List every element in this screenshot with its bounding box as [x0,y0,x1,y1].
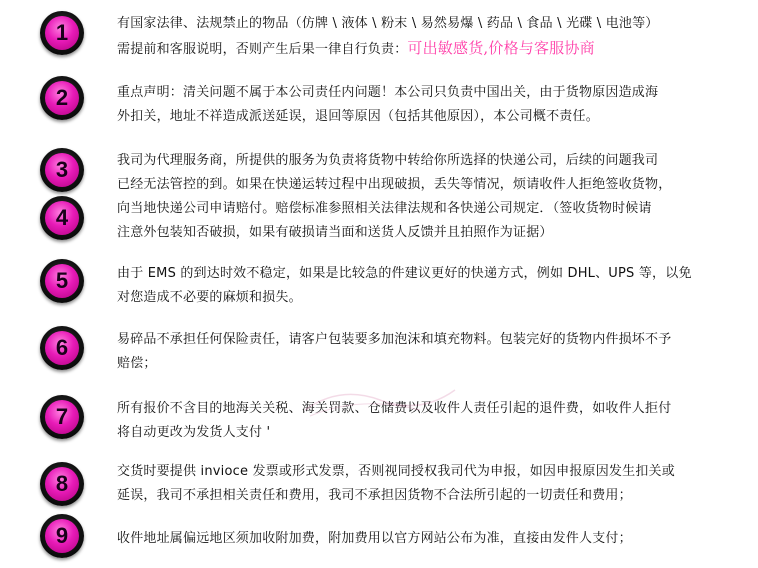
note-customs-disclaimer [117,81,747,129]
note-line: 将自动更改为发货人支付 ' [117,425,271,440]
note-line: 延误，我司不承担相关责任和费用，我司不承担因货物不合法所引起的一切责任和费用； [117,488,632,503]
number-badge-1 [40,11,84,55]
badge-number: 8 [45,467,79,501]
note-line: 有国家法律、法规禁止的物品（仿牌 \ 液体 \ 粉末 \ 易然易爆 \ 药品 \ 食品 \ 光碟 \ 电池等） [117,16,659,31]
note-fragile-items [117,328,747,376]
badge-number: 6 [45,331,79,365]
note-line-text: 需提前和客服说明，否则产生后果一律自行负责： [117,42,408,57]
note-ems-timing [117,262,747,310]
badge-number: 4 [45,201,79,235]
number-badge-4 [40,196,84,240]
badge-number: 5 [45,264,79,298]
badge-number: 7 [45,400,79,434]
note-line: 易碎品不承担任何保险责任，请客户包装要多加泡沫和填充物料。包装完好的货物内件损坏不予 [117,332,672,347]
number-badge-6 [40,326,84,370]
note-line: 重点声明：清关问题不属于本公司责任内问题！本公司只负责中国出关，由于货物原因造成海 [117,85,659,100]
note-line: 所有报价不含目的地海关关税、海关罚款、仓储费以及收件人责任引起的退件费，如收件人拒付 [117,401,672,416]
note-line: 由于 EMS 的到达时效不稳定，如果是比较急的件建议更好的快递方式，例如 DHL、UPS 等，以免 [117,266,692,281]
note-line: 向当地快递公司申请赔付。赔偿标准参照相关法律法规和各快递公司规定．（签收货物时候请 [117,201,652,216]
number-badge-3 [40,148,84,192]
note-remote-area [117,527,747,551]
note-line: 收件地址属偏远地区须加收附加费，附加费用以官方网站公布为准，直接由发件人支付； [117,531,632,546]
note-line: 对您造成不必要的麻烦和损失。 [117,290,302,305]
number-badge-8 [40,462,84,506]
note-line: 注意外包装知否破损，如果有破损请当面和送货人反馈并且拍照作为证据） [117,225,553,240]
note-line: 赔偿； [117,356,157,371]
badge-number: 9 [45,519,79,553]
note-line: 外扣关，地址不祥造成派送延误，退回等原因（包括其他原因），本公司概不责任。 [117,109,599,124]
badge-number: 3 [45,153,79,187]
badge-number: 2 [45,81,79,115]
note-line: 我司为代理服务商，所提供的服务为负责将货物中转给你所选择的快递公司，后续的问题我司 [117,153,659,168]
sensitive-goods-highlight: 可出敏感货,价格与客服协商 [407,39,595,57]
note-agent-service [117,149,747,245]
note-line: 已经无法管控的到。如果在快递运转过程中出现破损，丢失等情况，烦请收件人拒绝签收货物， [117,177,672,192]
number-badge-5 [40,259,84,303]
note-line: 交货时要提供 invioce 发票或形式发票，否则视同授权我司代为申报，如因申报原因发生扣关或 [117,464,675,479]
badge-number: 1 [45,16,79,50]
note-invoice [117,460,747,508]
note-prohibited-items [117,12,747,60]
number-badge-9 [40,514,84,558]
note-duties-fees [117,397,747,445]
number-badge-2 [40,76,84,120]
number-badge-7 [40,395,84,439]
note-line-with-highlight [117,36,747,60]
